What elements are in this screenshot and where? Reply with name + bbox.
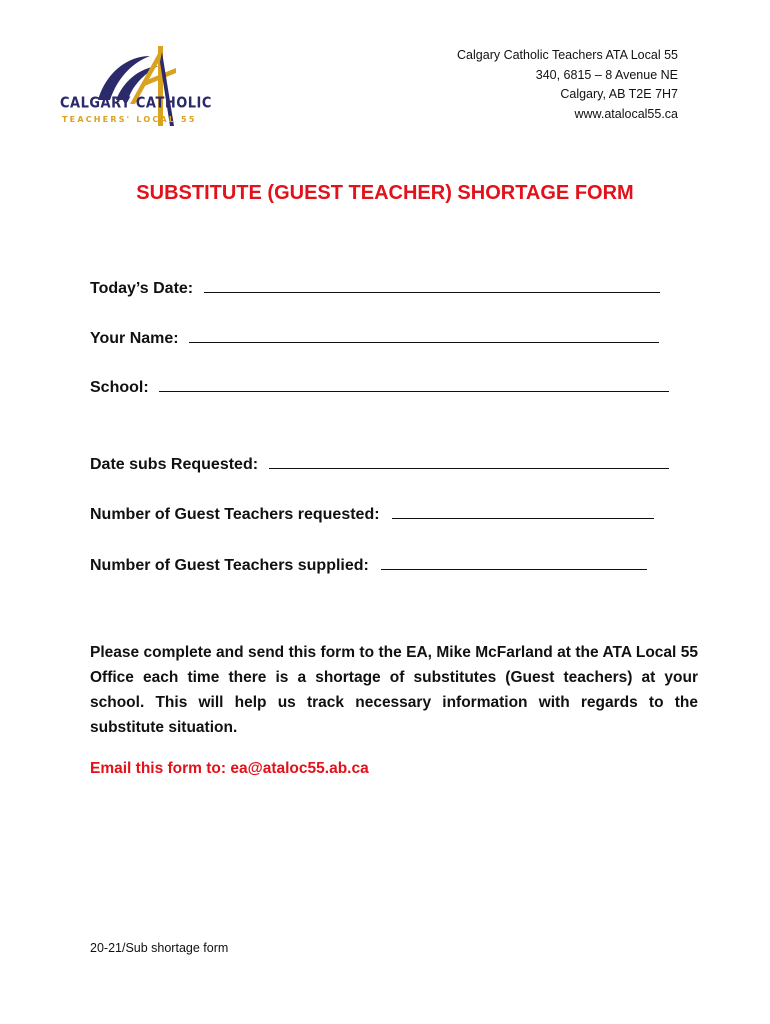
todays-date-label: Today’s Date:	[90, 280, 194, 297]
date-subs-requested-label: Date subs Requested:	[90, 456, 259, 473]
address-street: 340, 6815 – 8 Avenue NE	[535, 67, 678, 82]
guest-teachers-requested-label: Number of Guest Teachers requested:	[90, 506, 380, 523]
todays-date-field	[90, 278, 660, 298]
school-blank[interactable]	[159, 377, 669, 392]
your-name-field	[90, 328, 659, 348]
date-subs-requested-field	[90, 454, 669, 474]
logo-subtitle: TEACHERS' LOCAL 55	[62, 115, 197, 124]
guest-teachers-requested-blank[interactable]	[392, 504, 654, 519]
school-label: School:	[90, 379, 149, 396]
form-title: SUBSTITUTE (GUEST TEACHER) SHORTAGE FORM	[136, 182, 634, 204]
address-city: Calgary, AB T2E 7H7	[560, 87, 678, 101]
instructions-paragraph: Please complete and send this form to the EA, Mike McFarland at the ATA Local 55 Office each time there is a shortage of substitutes (Guest teachers) at your school. This will help us track necessary information with regards to the substitute situation.	[90, 644, 698, 736]
logo-name: CALGARY CATHOLIC	[60, 94, 212, 113]
your-name-blank[interactable]	[189, 328, 659, 343]
guest-teachers-supplied-label: Number of Guest Teachers supplied:	[90, 557, 369, 574]
footer-note: 20-21/Sub shortage form	[90, 941, 229, 955]
todays-date-blank[interactable]	[204, 278, 660, 293]
union-logo	[58, 42, 212, 130]
address-block	[457, 46, 678, 124]
guest-teachers-requested-field	[90, 504, 654, 524]
guest-teachers-supplied-field	[90, 555, 647, 575]
email-instruction: Email this form to: ea@ataloc55.ab.ca	[90, 760, 369, 777]
date-subs-requested-blank[interactable]	[269, 454, 669, 469]
address-website: www.atalocal55.ca	[574, 106, 678, 121]
guest-teachers-supplied-blank[interactable]	[381, 555, 647, 570]
your-name-label: Your Name:	[90, 330, 179, 347]
address-org: Calgary Catholic Teachers ATA Local 55	[457, 48, 678, 62]
school-field	[90, 377, 669, 397]
